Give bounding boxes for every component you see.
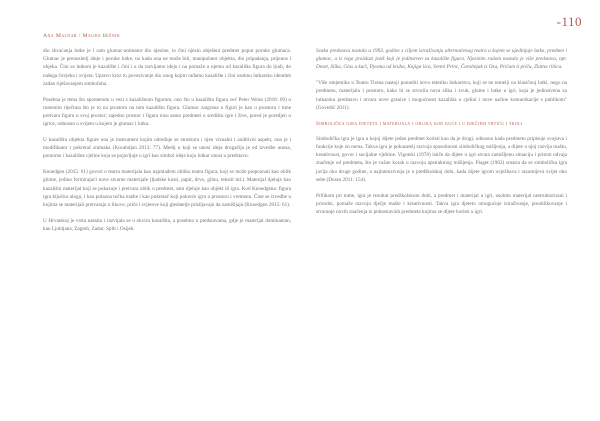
section-heading: Simbolička igra djeteta i materijala i oblika kod kuće i u dječjem vrtiću i školi [316,120,523,127]
paragraph: Prilikom pri tome, igra je rezultat predškolskom dobi, a predmet i materijal u igri, osobito materijal nestrukturirani i prirodni, pomaže razvoju dječje mašte i kreativnosti. Takva igra djetetu omogućuje istraživanje, preoblikovanje i stvaranje novih značenja iz jednostavnih predmeta kojima se dijete koristi u igri. [316,192,567,216]
paragraph: Knoedgen (2015: 61) govori o teatru materijala kao najmlađem obliku teatra figura, koji se može prepoznati kao oblik glume, jedino formirajući nove stvarne materijale (ljudske kosti, papir, drvo, glinu, tekstil itd.). Materijal djeluje kao kazališni materijal koji se pokazuje i pretvara oblik u predmet, sam djeluje kao objekt ili igra. Kod Knoedgena: figura igra ključnu ulogu, i kao polazna točka mašte i kao pokretač koji pokreće igru u prostoru i vremenu. Čine se izvedbe u kojima se materijali pretvaraju u likove, priče i svjetove koji gledatelje prisiljavaju da zamišljaju (Knoedgen 2015: 61). [43,169,291,209]
left-text-column [43,47,291,241]
paragraph: dio shvaćanja lutke je i sam glumac-animator dio njezine, to čini njezin obješeni predmet poput poruke glumaca. Glumac je prenositelj ideje i poruke lutke, no kada ona ne može biti, manipulator objekta, dio pripadanja, prijenos i objeka. Čini se lutkom je kazalište i čini i u da razvijamo ideju i na pomaže u njemu od kazališta figura do ljudi, do našega čovjeka i svijeta. Upravo kroz to povezivanje dio onog kojim rađamo kazalište i čini osobnu lutkarsku identitet zadan riješavanjem simbolima. [43,48,291,87]
paragraph: Posebna je tema što spomenutu u vezi s kazališnom figurom, ono što u kazalištu figura već Peter Weiss (2016: 69) u rumenim riječima što je to na prostoru na tom kazalištu figura. Glumac zaigrana u figuri je kao u prostoru i time pretvara figuru u svoj prostor; zajedno prostor i figura nisu samo predmeti u središtu igre i žive, pored je poredjen u igrice, odnosno u svijetu u kojem je glumac i lutka. [43,96,291,128]
paragraph: U kazalištu objekta figure ona je instrument kojim određuje se struktura i njen vizualni i auditivni aspekt, ona je i modifikator i pokretač snimaka (Kocabdjan 2013: 77). Medij u koji se unosi ideja drugačija je od izvedbe unosa, pomorne i kazališne cjeline koja se pojavljuje u igri kao simbol ideje koju lutkar unosi u predstavu. [43,137,291,160]
running-head-authors: Ana Malnar / Magda Hižnik [43,33,121,39]
paragraph: U Hrvatskoj je vrsta nastala i razvijala se u okviru kazališta, a posebno u predstavama, gdje je materijal dominantan, kao Ljubljana, Zagreb, Zadar, Split i Osijek. [43,217,291,233]
page-number: -110 [556,14,582,29]
right-text-column [316,47,567,224]
quoted-paragraph: "Više umjetnika u Teatru Tirena nastoji ponuditi novu estetiku lutkarstva, koji se ne temelji na klasičnoj lutki, nego na predmetu, materijalu i prostoru, kako bi se stvorila nova slika i zvuk, glume i lutke u igri, koja je jedinstvena za lutkarsku predstavu i otvara nove granice i mogućnosti kazališta u cjelini i nove načine komunikacije s publikom" (Govedić 2011). [316,80,567,111]
paragraph: Simbolička igra je igra u kojoj dijete jedan predmet koristi kao da je drugi, odnosno kada predmetu pripisuje svojstva i funkcije koje on nema. Takva igra je pokazatelj razvoja sposobnosti simboličkog mišljenja, a dijete u njoj razvija maštu, kreativnost, govor i socijalne vještine. Vigotski (1978) ističe da dijete u igri stvara zamišljenu situaciju i pritom odvaja značenje od predmeta, što je važan korak u razvoju apstraktnog mišljenja. Piaget (1962) smatra da se simbolička igra javlja oko druge godine, a najintenzivnija je u predškolskoj dobi, kada dijete igrom uvježbava i razumijeva svijet oko sebe (Duran 2011: 154). [316,135,567,183]
paragraph: Svaka predstava nastala u 1993. godine s ciljem istraživanja alternativnog teatra u kojem se ujedinjuje lutka, predmet i glumac, a iz toga proizlazi jezik koji je jedinstven za kazalište figura. Njezinim radom nastalo je više predstava, npr. Deset, Slika, Glas u kući, Pjesma od kruha, Knjiga lica, Sretni Princ, Čarobnjak iz Oza, Pričam ti priču, Zlatna ribica. [316,48,567,71]
